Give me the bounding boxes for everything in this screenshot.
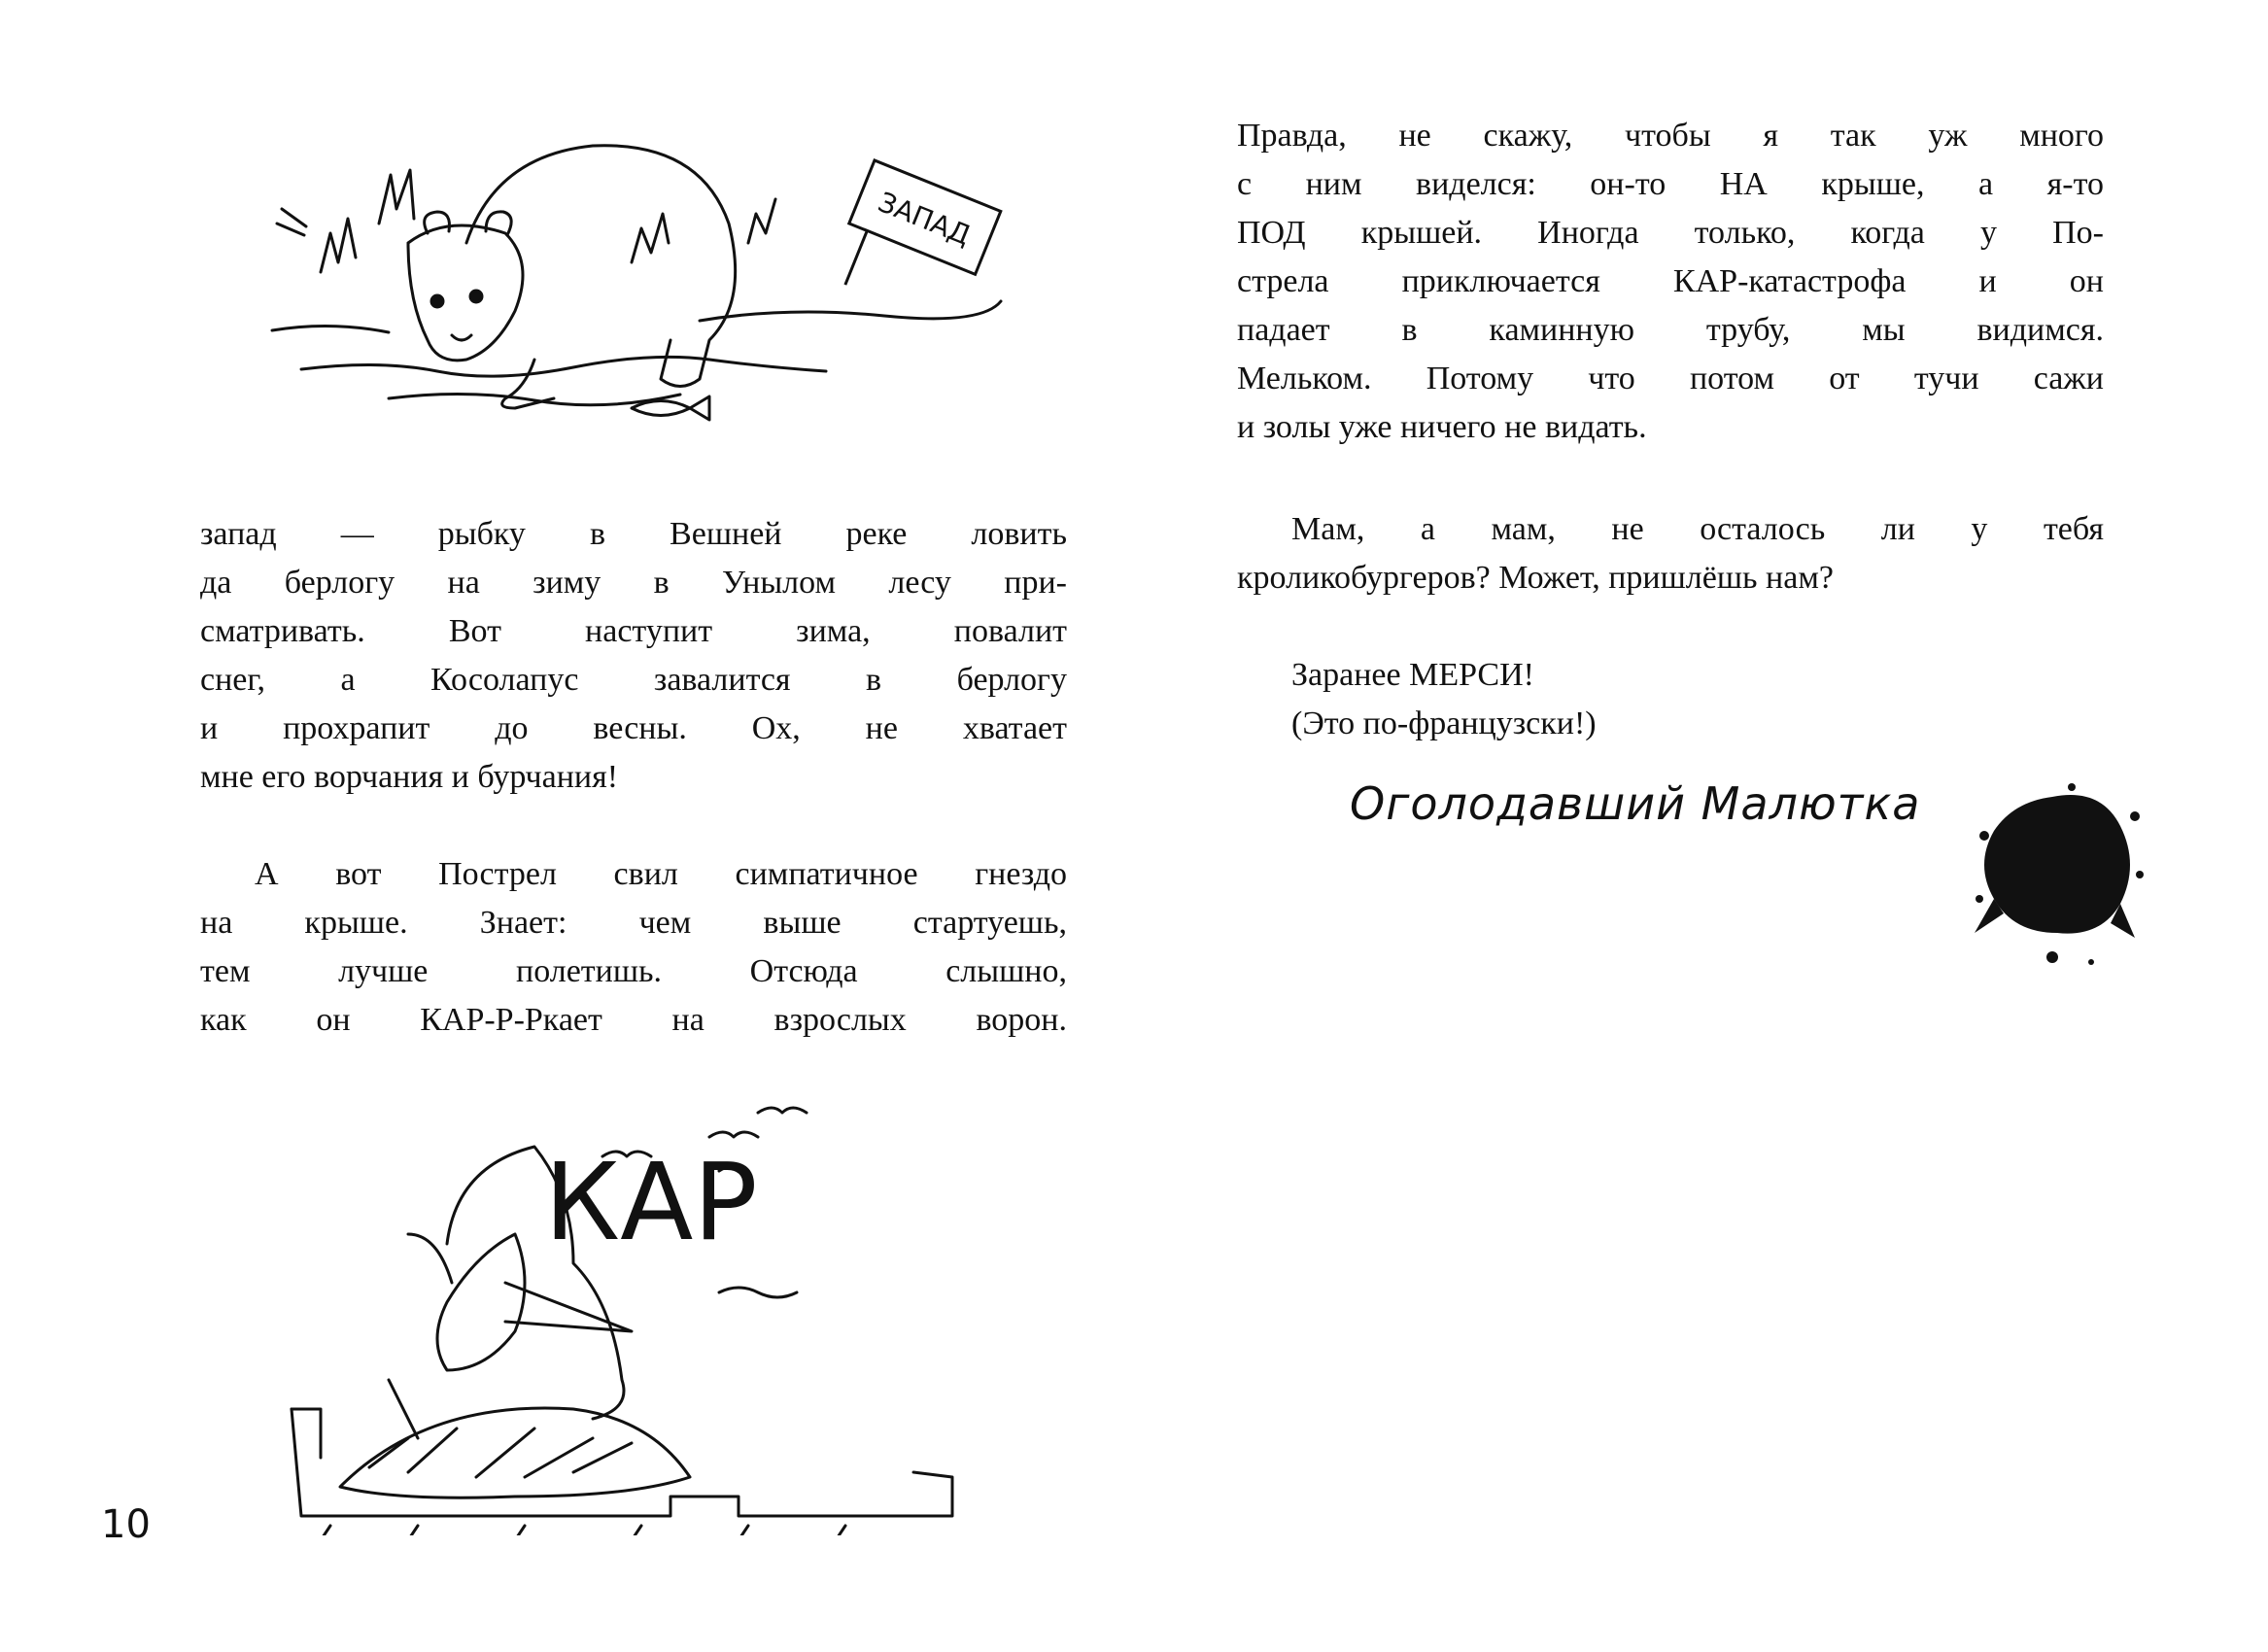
text-line: Мельком. Потому что потом от тучи сажи — [1237, 361, 2104, 396]
text-line: запад — рыбку в Вешней реке ловить — [200, 516, 1067, 552]
ink-blot — [1965, 777, 2149, 972]
bear-illustration — [243, 117, 1040, 466]
text-line: тем лучше полетишь. Отсюда слышно, — [200, 953, 1067, 989]
right-paragraph-1 — [1237, 112, 2104, 452]
right-paragraph-2 — [1237, 505, 2104, 602]
crow-kar-text: КАР — [544, 1140, 758, 1264]
bear-sign-text: ЗАПАД — [874, 186, 976, 252]
text-line: Мам, а мам, не осталось ли у тебя — [1291, 511, 2104, 547]
closing-lines — [1291, 651, 2158, 748]
text-line: мне его ворчания и бурчания! — [200, 759, 619, 795]
text-line: и прохрапит до весны. Ох, не хватает — [200, 710, 1067, 746]
text-line: падает в каминную трубу, мы видимся. — [1237, 312, 2104, 348]
text-line: и золы уже ничего не видать. — [1237, 409, 1647, 445]
crow-nest-illustration — [282, 1088, 981, 1535]
text-line: Правда, не скажу, чтобы я так уж много — [1237, 118, 2104, 154]
text-line: А вот Пострел свил симпатичное гнездо — [255, 856, 1067, 892]
text-line: Заранее МЕРСИ! — [1291, 657, 1534, 693]
text-line: как он КАР-Р-Ркает на взрослых ворон. — [200, 1002, 1067, 1038]
text-line: кроликобургеров? Может, пришлёшь нам? — [1237, 560, 1834, 596]
text-line: да берлогу на зиму в Унылом лесу при- — [200, 565, 1067, 601]
text-line: стрела приключается КАР-катастрофа и он — [1237, 263, 2104, 299]
right-page — [1134, 0, 2268, 1652]
page-number: 10 — [101, 1502, 151, 1547]
text-line: сматривать. Вот наступит зима, повалит — [200, 613, 1067, 649]
text-line: с ним виделся: он-то НА крыше, а я-то — [1237, 166, 2104, 202]
text-line: ПОД крышей. Иногда только, когда у По- — [1237, 215, 2104, 251]
text-line: снег, а Косолапус завалится в берлогу — [200, 662, 1067, 698]
text-line: на крыше. Знает: чем выше стартуешь, — [200, 905, 1067, 941]
signature: Оголодавший Малютка — [1350, 777, 1921, 830]
left-paragraph-2 — [200, 850, 1067, 1045]
text-line: (Это по-французски!) — [1291, 706, 1597, 741]
left-paragraph-1 — [200, 510, 1067, 802]
